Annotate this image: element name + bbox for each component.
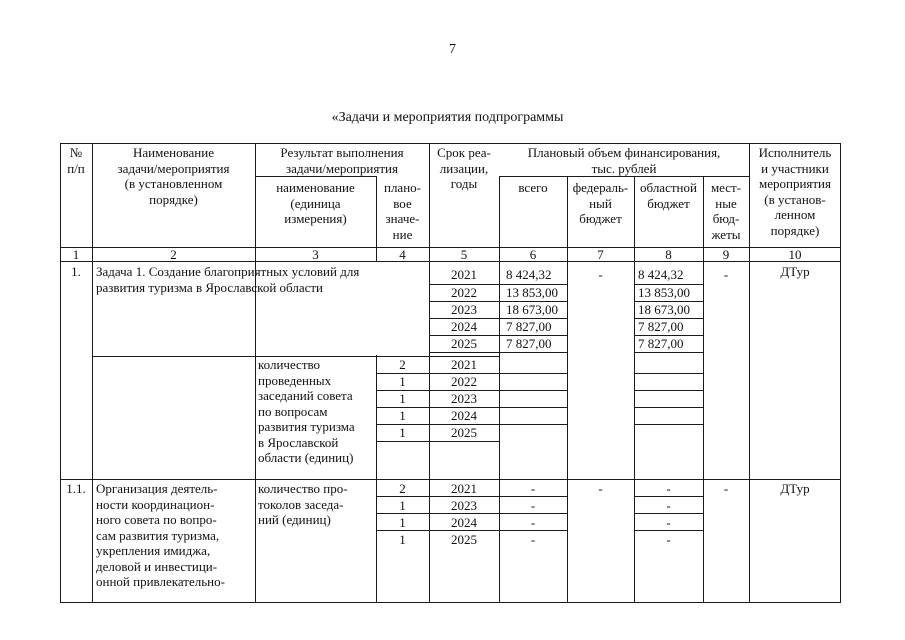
row-line <box>499 390 567 391</box>
row-line <box>499 373 567 374</box>
task1-indicator-value: 1 <box>399 374 406 389</box>
task1-total: 7 827,00 <box>506 319 552 334</box>
col-line <box>92 143 93 603</box>
item11-year: 2021 <box>451 481 477 496</box>
task1-year: 2025 <box>451 336 477 351</box>
item11-regional: - <box>666 481 671 496</box>
item11-federal: - <box>598 481 603 496</box>
task1-indicator-value: 1 <box>399 408 406 423</box>
task1-indicator-value: 1 <box>399 391 406 406</box>
task1-regional: 7 827,00 <box>638 336 684 351</box>
item11-total: - <box>530 515 536 530</box>
row-line <box>60 479 841 480</box>
item11-indicator-name: количество про- токолов заседа- ний (единиц) <box>258 481 348 527</box>
header-federal: федераль- ный бюджет <box>572 180 629 226</box>
task1-year: 2023 <box>451 302 477 317</box>
row-line <box>634 390 703 391</box>
row-line <box>255 176 376 177</box>
row-line <box>634 407 703 408</box>
col-line <box>567 176 568 603</box>
header-local: мест- ные бюд- жеты <box>710 180 742 242</box>
row-line <box>499 424 567 425</box>
task1-indicator-name: количество проведенных заседаний совета по вопросам развития туризма в Ярославской области (единиц) <box>258 357 355 465</box>
item11-indicator-value: 1 <box>399 515 406 530</box>
col-number: 3 <box>312 247 319 262</box>
item11-total: - <box>530 532 536 547</box>
task1-indicator-year: 2025 <box>451 425 477 440</box>
task1-total: 18 673,00 <box>506 302 558 317</box>
col-number: 10 <box>788 247 802 262</box>
item11-year: 2024 <box>451 515 477 530</box>
col-number: 2 <box>170 247 177 262</box>
header-term: Срок реа- лизации, годы <box>437 145 491 191</box>
header-result-plan: плано- вое значе- ние <box>383 180 421 242</box>
item11-indicator-value: 2 <box>399 481 406 496</box>
header-executor: Исполнитель и участники мероприятия (в установ- ленном порядке) <box>758 145 832 238</box>
item11-name: Организация деятель- ности координацион- ного совета по вопро- сам развития туризма, укрепления имиджа, деловой и инвестици- онной привлекательно- <box>96 481 225 589</box>
item11-executor: ДТур <box>780 481 810 496</box>
task1-regional: 7 827,00 <box>638 319 684 334</box>
task1-indicator-year: 2021 <box>451 357 477 372</box>
col-number: 8 <box>665 247 672 262</box>
task1-regional: 8 424,32 <box>638 267 684 282</box>
item11-total: - <box>530 481 536 496</box>
row-line <box>499 176 749 177</box>
task1-local: - <box>723 267 729 282</box>
item11-regional: - <box>666 498 671 513</box>
header-finance: Плановый объем финансирования, тыс. рублей <box>527 145 721 176</box>
task1-year: 2022 <box>451 285 477 300</box>
tasks-table <box>60 143 841 603</box>
item11-regional: - <box>666 532 671 547</box>
item11-num: 1.1. <box>66 481 86 496</box>
task1-year: 2021 <box>451 267 477 282</box>
col-number: 6 <box>529 247 537 262</box>
page-number: 7 <box>449 42 456 57</box>
header-num: № п/п <box>67 145 85 176</box>
item11-regional: - <box>666 515 671 530</box>
item11-indicator-value: 1 <box>399 498 406 513</box>
task1-total: 13 853,00 <box>506 285 558 300</box>
header-regional: областной бюджет <box>640 180 697 211</box>
task1-name: Задача 1. Создание благоприятных условий для развития туризма в Ярославской области <box>96 264 360 295</box>
row-line <box>634 424 703 425</box>
col-number: 1 <box>72 247 80 262</box>
row-line <box>499 407 567 408</box>
document-title: «Задачи и мероприятия подпрограммы <box>331 110 564 125</box>
task1-regional: 18 673,00 <box>638 302 690 317</box>
col-number: 9 <box>722 247 730 262</box>
task1-total: 7 827,00 <box>506 336 552 351</box>
col-number: 4 <box>399 247 406 262</box>
task1-executor: ДТур <box>780 264 810 279</box>
task1-indicator-value: 1 <box>399 425 406 440</box>
task1-indicator-year: 2024 <box>451 408 477 423</box>
task1-regional: 13 853,00 <box>638 285 690 300</box>
item11-local: - <box>723 481 729 496</box>
header-result: Результат выполнения задачи/мероприятия <box>280 145 404 176</box>
task1-federal: - <box>598 267 603 282</box>
item11-year: 2023 <box>451 498 477 513</box>
task1-num: 1. <box>71 264 81 279</box>
task1-year: 2024 <box>451 319 477 334</box>
item11-year: 2025 <box>451 532 477 547</box>
task1-indicator-year: 2022 <box>451 374 477 389</box>
col-number: 5 <box>460 247 468 262</box>
item11-indicator-value: 1 <box>399 532 406 547</box>
item11-total: - <box>530 498 536 513</box>
header-result-name: наименование (единица измерения) <box>276 180 355 226</box>
task1-indicator-year: 2023 <box>451 391 477 406</box>
row-line <box>634 373 703 374</box>
header-total: всего <box>518 180 548 195</box>
header-name: Наименование задачи/мероприятия (в установленном порядке) <box>117 145 230 207</box>
task1-indicator-value: 2 <box>399 357 406 372</box>
col-number: 7 <box>597 247 604 262</box>
task1-total: 8 424,32 <box>506 267 552 282</box>
col-line <box>255 479 256 603</box>
